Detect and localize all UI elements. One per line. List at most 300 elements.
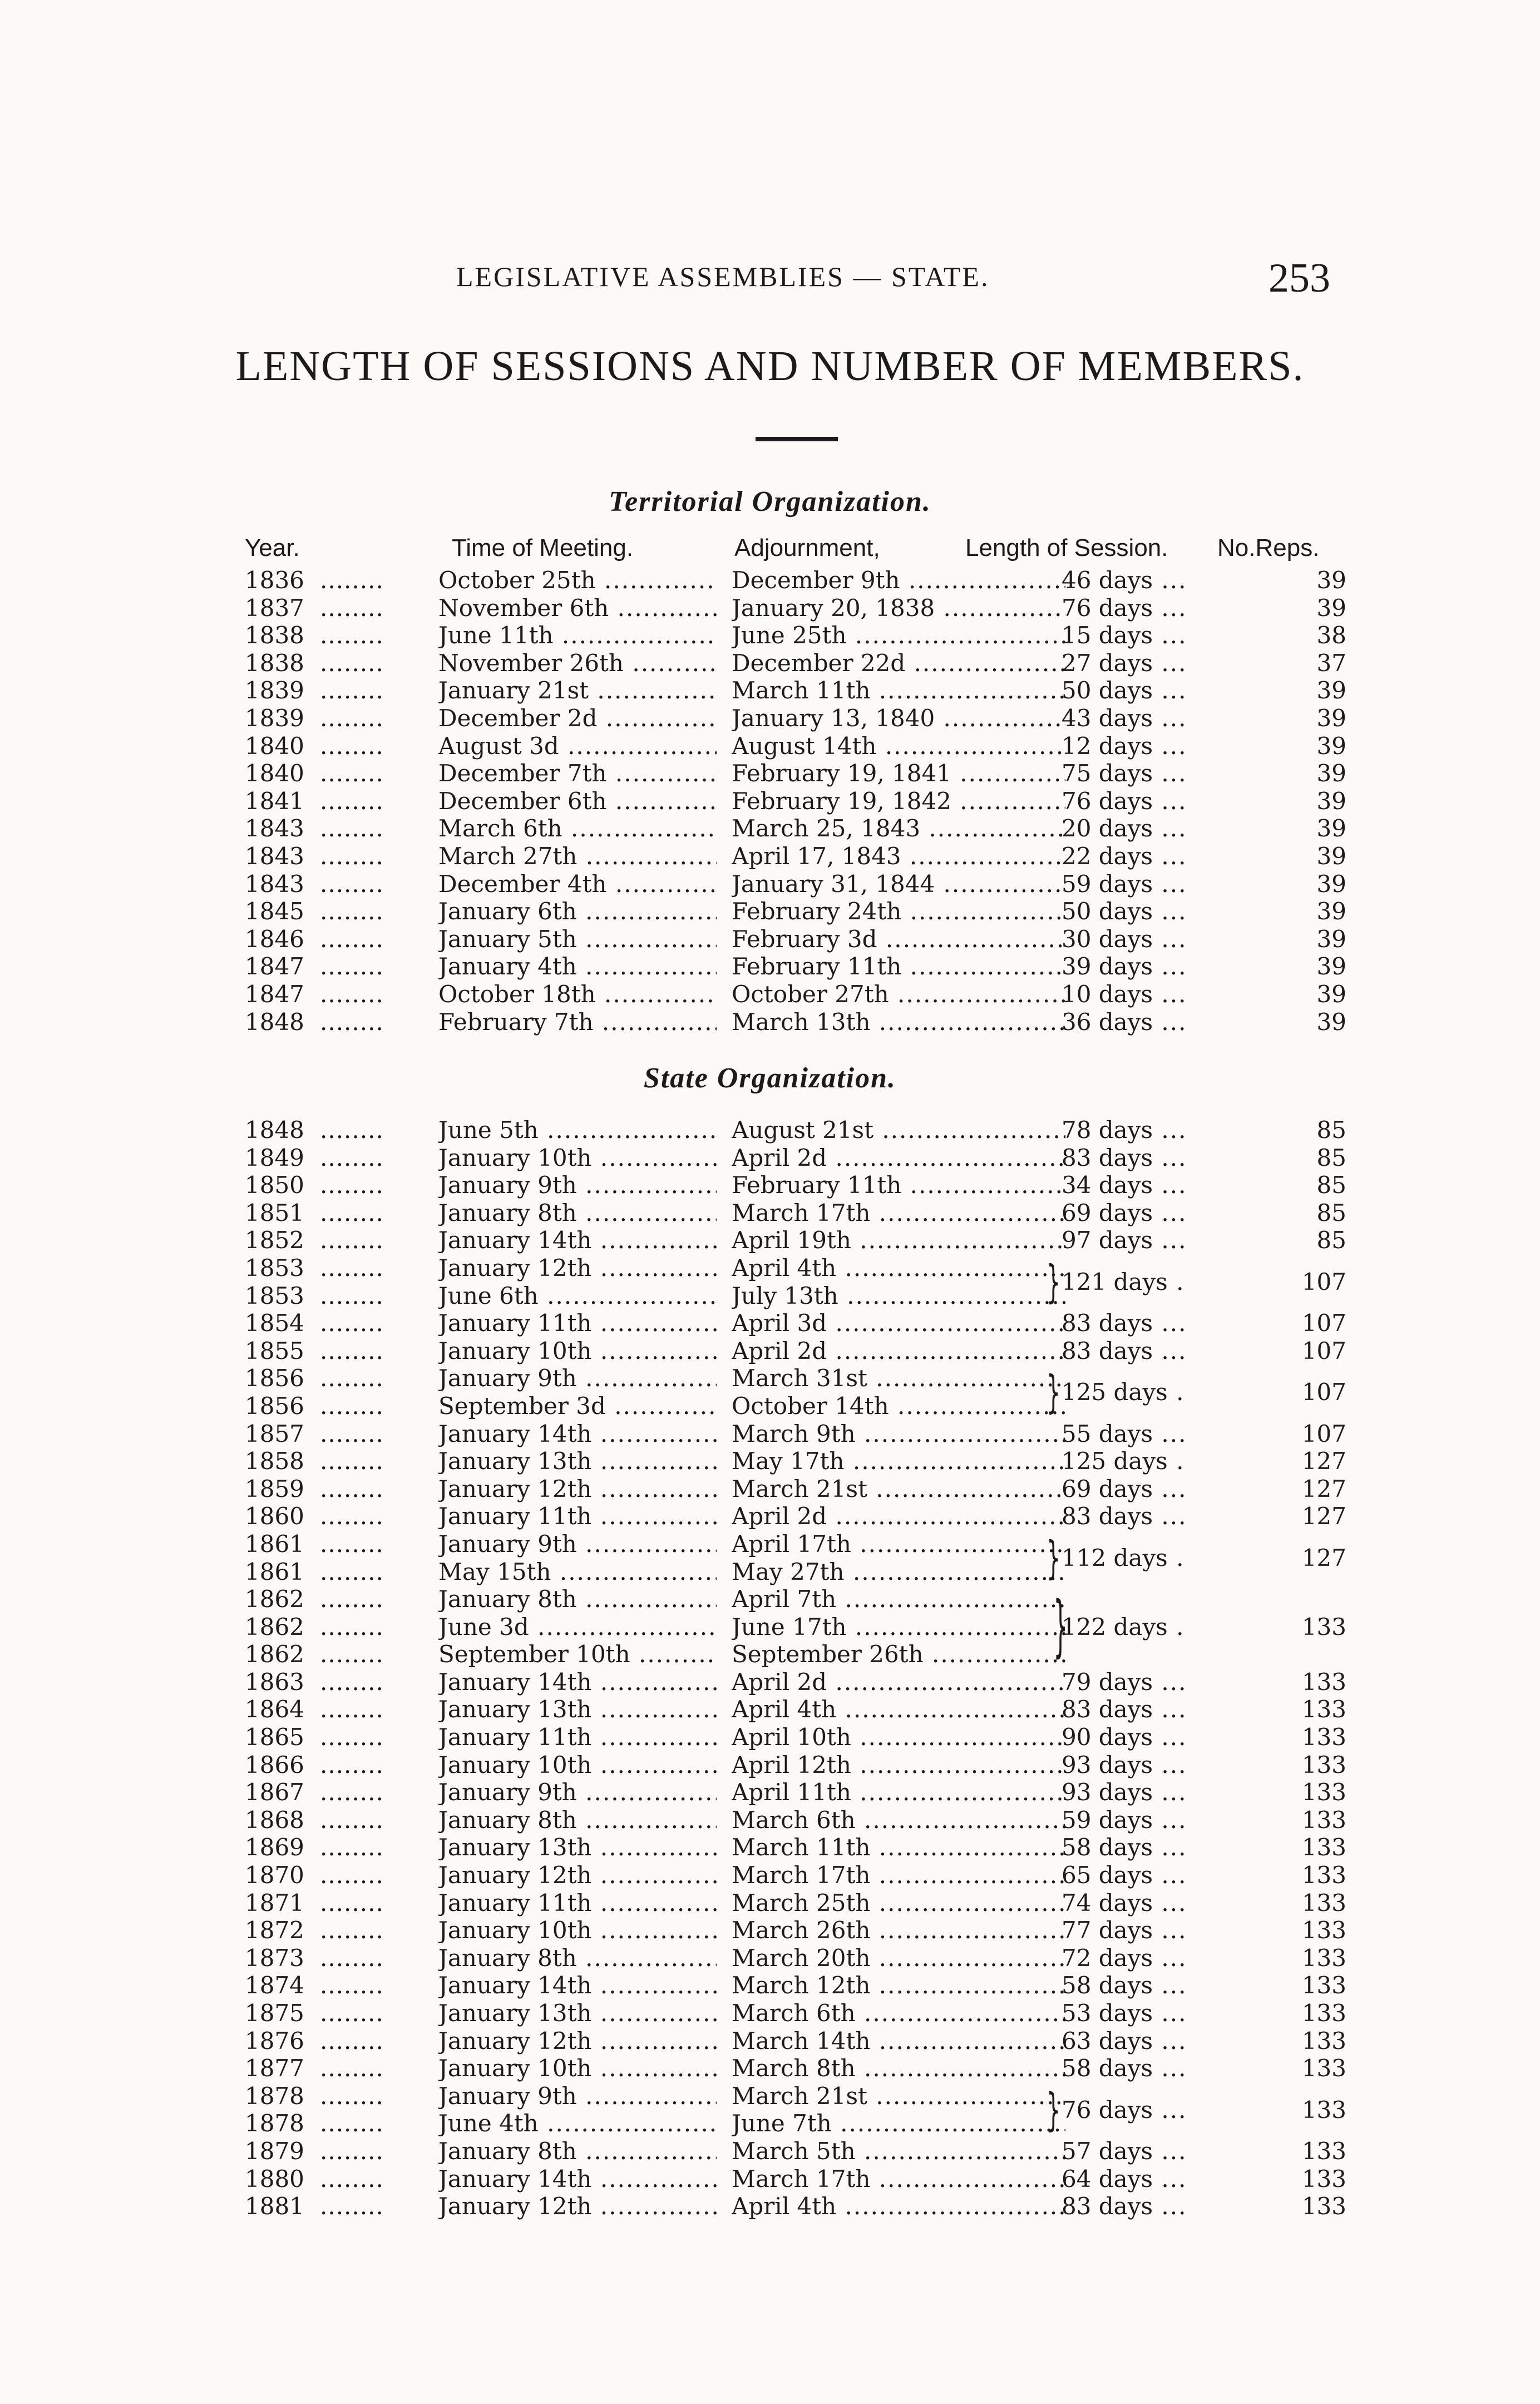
- meeting-cell: January 9th .....: [438, 1530, 717, 1558]
- table-row: [0, 732, 1540, 760]
- page-header: [0, 255, 1540, 305]
- reps-cell: 39: [1316, 953, 1346, 981]
- meeting-cell: January 9th .....: [438, 2082, 717, 2110]
- reps-cell: 39: [1316, 594, 1346, 622]
- leader-dots: ........: [320, 704, 384, 732]
- adjournment-cell: April 19th .....: [732, 1226, 1065, 1254]
- leader-dots: ........: [320, 1668, 384, 1696]
- leader-dots: ........: [320, 980, 384, 1008]
- meeting-cell: January 13th .....: [438, 1447, 717, 1475]
- length-cell: 76 days .....: [1062, 787, 1185, 815]
- year-cell: 1861: [245, 1558, 304, 1585]
- meeting-cell: February 7th .....: [438, 1008, 717, 1036]
- length-cell: 63 days .....: [1062, 2027, 1185, 2055]
- length-cell: 46 days .....: [1062, 566, 1185, 594]
- length-cell: 72 days .....: [1062, 1944, 1185, 1972]
- leader-dots: ........: [320, 1392, 384, 1420]
- length-cell: 65 days .....: [1062, 1861, 1185, 1889]
- adjournment-cell: December 9th .....: [732, 566, 1065, 594]
- adjournment-cell: April 7th .....: [732, 1585, 1065, 1613]
- meeting-cell: January 11th .....: [438, 1309, 717, 1337]
- length-cell: 83 days .....: [1062, 1502, 1185, 1530]
- leader-dots: ........: [320, 1254, 384, 1282]
- length-cell: 58 days .....: [1062, 1834, 1185, 1861]
- reps-cell: 107: [1301, 1268, 1346, 1295]
- table-row: [0, 1999, 1540, 2027]
- length-cell: 39 days .....: [1062, 953, 1185, 981]
- year-cell: 1840: [245, 760, 304, 787]
- adjournment-cell: January 31, 1844 .....: [732, 870, 1065, 898]
- year-cell: 1872: [245, 1917, 304, 1944]
- reps-cell: 39: [1316, 760, 1346, 787]
- reps-cell: 39: [1316, 704, 1346, 732]
- length-cell: 20 days .....: [1062, 815, 1185, 843]
- year-cell: 1863: [245, 1668, 304, 1696]
- table-row: [0, 1447, 1540, 1475]
- year-cell: 1875: [245, 1999, 304, 2027]
- year-cell: 1843: [245, 842, 304, 870]
- table-row: [0, 2055, 1540, 2082]
- year-cell: 1874: [245, 1972, 304, 1999]
- reps-cell: 133: [1301, 1668, 1346, 1696]
- table-row: [0, 1337, 1540, 1365]
- length-cell: 43 days .....: [1062, 705, 1185, 732]
- leader-dots: ........: [320, 1475, 384, 1502]
- state-table: [0, 1116, 1540, 2220]
- year-cell: 1861: [245, 1530, 304, 1558]
- reps-cell: 133: [1301, 1723, 1346, 1751]
- length-cell: 112 days .....: [1062, 1544, 1185, 1572]
- reps-cell: 133: [1301, 1806, 1346, 1834]
- length-cell: 93 days .....: [1062, 1779, 1185, 1806]
- table-row: [0, 1806, 1540, 1834]
- leader-dots: ........: [320, 1364, 384, 1392]
- length-cell: 57 days .....: [1062, 2137, 1185, 2165]
- length-cell: 36 days .....: [1062, 1008, 1185, 1036]
- length-cell: 59 days .....: [1062, 870, 1185, 898]
- leader-dots: ........: [320, 1972, 384, 1999]
- length-cell: 125 days .....: [1062, 1378, 1185, 1406]
- leader-dots: ........: [320, 953, 384, 981]
- meeting-cell: January 14th .....: [438, 1668, 717, 1696]
- adjournment-cell: August 14th .....: [732, 732, 1065, 760]
- table-row: [0, 760, 1540, 787]
- reps-cell: 39: [1316, 787, 1346, 815]
- adjournment-cell: August 21st .....: [732, 1116, 1065, 1144]
- leader-dots: ........: [320, 842, 384, 870]
- meeting-cell: January 8th .....: [438, 1806, 717, 1834]
- leader-dots: ........: [320, 1337, 384, 1364]
- table-row: [0, 1972, 1540, 1999]
- brace-mark: }: [1053, 1588, 1068, 1666]
- year-cell: 1847: [245, 953, 304, 981]
- adjournment-cell: January 20, 1838 .....: [732, 594, 1065, 622]
- year-cell: 1859: [245, 1475, 304, 1502]
- meeting-cell: June 3d .....: [438, 1613, 717, 1641]
- table-row: [0, 843, 1540, 870]
- table-row: [0, 1944, 1540, 1972]
- adjournment-cell: March 14th .....: [732, 2027, 1065, 2055]
- year-cell: 1878: [245, 2110, 304, 2137]
- adjournment-cell: April 2d .....: [732, 1337, 1065, 1365]
- length-cell: 58 days .....: [1062, 1972, 1185, 1999]
- length-cell: 69 days .....: [1062, 1199, 1185, 1227]
- reps-cell: 107: [1301, 1337, 1346, 1364]
- adjournment-cell: March 21st .....: [732, 1475, 1065, 1503]
- meeting-cell: June 5th .....: [438, 1116, 717, 1144]
- length-cell: 30 days .....: [1062, 925, 1185, 953]
- meeting-cell: January 12th .....: [438, 2027, 717, 2055]
- leader-dots: ........: [320, 1585, 384, 1613]
- leader-dots: ........: [320, 787, 384, 815]
- leader-dots: ........: [320, 2027, 384, 2055]
- year-cell: 1878: [245, 2082, 304, 2110]
- reps-cell: 38: [1316, 622, 1346, 649]
- col-header-year: Year.: [245, 534, 300, 561]
- leader-dots: ........: [320, 1447, 384, 1475]
- meeting-cell: January 8th .....: [438, 1944, 717, 1972]
- meeting-cell: December 2d .....: [438, 705, 717, 732]
- length-cell: 69 days .....: [1062, 1475, 1185, 1503]
- adjournment-cell: March 5th .....: [732, 2137, 1065, 2165]
- adjournment-cell: April 4th .....: [732, 1254, 1065, 1282]
- year-cell: 1870: [245, 1861, 304, 1889]
- year-cell: 1849: [245, 1144, 304, 1171]
- table-row: [0, 898, 1540, 925]
- year-cell: 1847: [245, 980, 304, 1008]
- meeting-cell: January 12th .....: [438, 1861, 717, 1889]
- meeting-cell: January 14th .....: [438, 1972, 717, 1999]
- reps-cell: 133: [1301, 1999, 1346, 2027]
- reps-cell: 107: [1301, 1309, 1346, 1337]
- leader-dots: ........: [320, 815, 384, 843]
- reps-cell: 127: [1301, 1544, 1346, 1572]
- length-cell: 97 days .....: [1062, 1226, 1185, 1254]
- adjournment-cell: March 17th .....: [732, 1199, 1065, 1227]
- table-row: [0, 1723, 1540, 1751]
- meeting-cell: January 13th .....: [438, 1696, 717, 1723]
- year-cell: 1839: [245, 704, 304, 732]
- col-header-adjournment: Adjournment,: [734, 534, 880, 561]
- leader-dots: ........: [320, 2110, 384, 2137]
- length-cell: 64 days .....: [1062, 2165, 1185, 2193]
- adjournment-cell: April 2d .....: [732, 1668, 1065, 1696]
- length-cell: 125 days .....: [1062, 1447, 1185, 1475]
- table-row: [0, 2110, 1540, 2137]
- year-cell: 1843: [245, 870, 304, 898]
- meeting-cell: January 4th .....: [438, 953, 717, 981]
- meeting-cell: January 8th .....: [438, 1585, 717, 1613]
- leader-dots: ........: [320, 649, 384, 677]
- leader-dots: ........: [320, 1199, 384, 1226]
- adjournment-cell: March 20th .....: [732, 1944, 1065, 1972]
- leader-dots: ........: [320, 1530, 384, 1558]
- brace-mark: }: [1046, 2084, 1061, 2136]
- leader-dots: ........: [320, 1309, 384, 1337]
- adjournment-cell: March 11th .....: [732, 677, 1065, 705]
- reps-cell: 39: [1316, 815, 1346, 843]
- year-cell: 1879: [245, 2137, 304, 2165]
- year-cell: 1857: [245, 1420, 304, 1447]
- table-row: [0, 2027, 1540, 2055]
- reps-cell: 133: [1301, 2137, 1346, 2165]
- reps-cell: 85: [1316, 1226, 1346, 1254]
- reps-cell: 133: [1301, 1889, 1346, 1917]
- leader-dots: ........: [320, 1226, 384, 1254]
- leader-dots: ........: [320, 1558, 384, 1585]
- reps-cell: 39: [1316, 1008, 1346, 1036]
- adjournment-cell: February 19, 1841 .....: [732, 760, 1065, 787]
- meeting-cell: October 18th .....: [438, 981, 717, 1008]
- adjournment-cell: April 2d .....: [732, 1144, 1065, 1172]
- reps-cell: 85: [1316, 1116, 1346, 1144]
- meeting-cell: January 10th .....: [438, 1917, 717, 1944]
- adjournment-cell: May 27th .....: [732, 1558, 1065, 1586]
- length-cell: 121 days .....: [1062, 1268, 1185, 1296]
- brace-mark: }: [1046, 1256, 1061, 1308]
- adjournment-cell: March 6th .....: [732, 1806, 1065, 1834]
- leader-dots: ........: [320, 2055, 384, 2082]
- leader-dots: ........: [320, 622, 384, 649]
- table-row: [0, 981, 1540, 1008]
- meeting-cell: October 25th .....: [438, 566, 717, 594]
- adjournment-cell: March 26th .....: [732, 1917, 1065, 1944]
- table-row: [0, 1917, 1540, 1944]
- page-number: 253: [1268, 255, 1330, 301]
- leader-dots: ........: [320, 1751, 384, 1779]
- table-row: [0, 1254, 1540, 1295]
- year-cell: 1867: [245, 1779, 304, 1806]
- reps-cell: 37: [1316, 649, 1346, 677]
- table-row: [0, 1834, 1540, 1861]
- reps-cell: 133: [1301, 1613, 1346, 1641]
- length-cell: 83 days .....: [1062, 2193, 1185, 2220]
- year-cell: 1864: [245, 1696, 304, 1723]
- reps-cell: 85: [1316, 1199, 1346, 1226]
- column-headers: [0, 534, 1540, 565]
- col-header-length: Length of Session.: [965, 534, 1168, 561]
- state-heading: State Organization.: [643, 1062, 897, 1094]
- table-row: [0, 925, 1540, 953]
- reps-cell: 133: [1301, 1917, 1346, 1944]
- length-cell: 58 days .....: [1062, 2055, 1185, 2082]
- length-cell: 55 days .....: [1062, 1420, 1185, 1448]
- length-cell: 83 days .....: [1062, 1696, 1185, 1723]
- adjournment-cell: March 13th .....: [732, 1008, 1065, 1036]
- reps-cell: 127: [1301, 1447, 1346, 1475]
- adjournment-cell: December 22d .....: [732, 649, 1065, 677]
- adjournment-cell: March 6th .....: [732, 1999, 1065, 2027]
- adjournment-cell: April 10th .....: [732, 1723, 1065, 1751]
- adjournment-cell: April 11th .....: [732, 1779, 1065, 1806]
- leader-dots: ........: [320, 1613, 384, 1641]
- meeting-cell: March 27th .....: [438, 843, 717, 870]
- reps-cell: 127: [1301, 1502, 1346, 1530]
- length-cell: 59 days .....: [1062, 1806, 1185, 1834]
- year-cell: 1846: [245, 925, 304, 953]
- length-cell: 83 days .....: [1062, 1309, 1185, 1337]
- reps-cell: 133: [1301, 1751, 1346, 1779]
- adjournment-cell: February 19, 1842 .....: [732, 787, 1065, 815]
- year-cell: 1845: [245, 898, 304, 925]
- meeting-cell: November 6th .....: [438, 594, 717, 622]
- length-cell: 77 days .....: [1062, 1917, 1185, 1944]
- col-header-meeting: Time of Meeting.: [452, 534, 634, 561]
- adjournment-cell: March 9th .....: [732, 1420, 1065, 1448]
- meeting-cell: March 6th .....: [438, 815, 717, 843]
- meeting-cell: January 13th .....: [438, 1834, 717, 1861]
- adjournment-cell: April 3d .....: [732, 1309, 1065, 1337]
- leader-dots: ........: [320, 870, 384, 898]
- leader-dots: ........: [320, 1641, 384, 1668]
- leader-dots: ........: [320, 1008, 384, 1036]
- meeting-cell: January 21st .....: [438, 677, 717, 705]
- table-row: [0, 1861, 1540, 1889]
- reps-cell: 133: [1301, 1779, 1346, 1806]
- year-cell: 1869: [245, 1834, 304, 1861]
- year-cell: 1848: [245, 1116, 304, 1144]
- meeting-cell: August 3d .....: [438, 732, 717, 760]
- table-row: [0, 566, 1540, 594]
- year-cell: 1856: [245, 1364, 304, 1392]
- meeting-cell: December 7th .....: [438, 760, 717, 787]
- meeting-cell: January 5th .....: [438, 925, 717, 953]
- meeting-cell: September 3d .....: [438, 1392, 717, 1420]
- meeting-cell: January 10th .....: [438, 1337, 717, 1365]
- reps-cell: 85: [1316, 1144, 1346, 1171]
- leader-dots: ........: [320, 1889, 384, 1917]
- leader-dots: ........: [320, 677, 384, 705]
- col-header-reps: No.Reps.: [1217, 534, 1320, 561]
- meeting-cell: January 11th .....: [438, 1723, 717, 1751]
- meeting-cell: January 9th .....: [438, 1779, 717, 1806]
- adjournment-cell: March 11th .....: [732, 1834, 1065, 1861]
- length-cell: 15 days .....: [1062, 622, 1185, 649]
- running-head: LEGISLATIVE ASSEMBLIES — STATE.: [456, 261, 990, 292]
- table-row: [0, 953, 1540, 981]
- table-row: [0, 622, 1540, 649]
- meeting-cell: September 10th .....: [438, 1641, 717, 1668]
- year-cell: 1858: [245, 1447, 304, 1475]
- year-cell: 1871: [245, 1889, 304, 1917]
- meeting-cell: January 12th .....: [438, 1475, 717, 1503]
- meeting-cell: January 14th .....: [438, 1420, 717, 1448]
- meeting-cell: May 15th .....: [438, 1558, 717, 1586]
- reps-cell: 107: [1301, 1420, 1346, 1447]
- leader-dots: ........: [320, 1779, 384, 1806]
- year-cell: 1881: [245, 2193, 304, 2220]
- year-cell: 1866: [245, 1751, 304, 1779]
- length-cell: 34 days .....: [1062, 1171, 1185, 1199]
- year-cell: 1850: [245, 1171, 304, 1199]
- leader-dots: ........: [320, 2165, 384, 2193]
- table-row: [0, 1226, 1540, 1254]
- length-cell: 10 days .....: [1062, 981, 1185, 1008]
- meeting-cell: January 12th .....: [438, 2193, 717, 2220]
- length-cell: 12 days .....: [1062, 732, 1185, 760]
- adjournment-cell: February 24th .....: [732, 898, 1065, 925]
- year-cell: 1865: [245, 1723, 304, 1751]
- adjournment-cell: June 7th .....: [732, 2110, 1065, 2137]
- reps-cell: 39: [1316, 870, 1346, 898]
- meeting-cell: January 11th .....: [438, 1502, 717, 1530]
- table-row: [0, 1696, 1540, 1723]
- table-row: [0, 705, 1540, 732]
- adjournment-cell: June 17th .....: [732, 1613, 1065, 1641]
- reps-cell: 39: [1316, 842, 1346, 870]
- adjournment-cell: March 8th .....: [732, 2055, 1065, 2082]
- table-row: [0, 787, 1540, 815]
- year-cell: 1851: [245, 1199, 304, 1226]
- length-cell: 78 days .....: [1062, 1116, 1185, 1144]
- reps-cell: 39: [1316, 566, 1346, 594]
- length-cell: 50 days .....: [1062, 677, 1185, 705]
- adjournment-cell: September 26th .....: [732, 1641, 1065, 1668]
- leader-dots: ........: [320, 1502, 384, 1530]
- title-rule: [756, 437, 838, 441]
- table-row: [0, 1171, 1540, 1199]
- meeting-cell: June 6th .....: [438, 1282, 717, 1310]
- reps-cell: 133: [1301, 1972, 1346, 1999]
- reps-cell: 127: [1301, 1475, 1346, 1502]
- meeting-cell: January 8th .....: [438, 2137, 717, 2165]
- meeting-cell: December 4th .....: [438, 870, 717, 898]
- adjournment-cell: February 11th .....: [732, 1171, 1065, 1199]
- length-cell: 22 days .....: [1062, 843, 1185, 870]
- leader-dots: ........: [320, 2193, 384, 2220]
- length-cell: 76 days .....: [1062, 2096, 1185, 2124]
- length-cell: 83 days .....: [1062, 1337, 1185, 1365]
- adjournment-cell: March 12th .....: [732, 1972, 1065, 1999]
- length-cell: 79 days .....: [1062, 1668, 1185, 1696]
- leader-dots: ........: [320, 1861, 384, 1889]
- leader-dots: ........: [320, 2137, 384, 2165]
- table-row: [0, 1392, 1540, 1420]
- reps-cell: 85: [1316, 1171, 1346, 1199]
- table-row: [0, 1641, 1540, 1668]
- year-cell: 1873: [245, 1944, 304, 1972]
- adjournment-cell: June 25th .....: [732, 622, 1065, 649]
- adjournment-cell: March 31st .....: [732, 1364, 1065, 1392]
- reps-cell: 133: [1301, 1834, 1346, 1861]
- year-cell: 1838: [245, 649, 304, 677]
- table-row: [0, 1889, 1540, 1917]
- adjournment-cell: February 11th .....: [732, 953, 1065, 981]
- reps-cell: 133: [1301, 2193, 1346, 2220]
- reps-cell: 39: [1316, 980, 1346, 1008]
- year-cell: 1862: [245, 1641, 304, 1668]
- length-cell: 27 days .....: [1062, 649, 1185, 677]
- meeting-cell: January 12th .....: [438, 1254, 717, 1282]
- page-title: LENGTH OF SESSIONS AND NUMBER OF MEMBERS.: [235, 343, 1305, 390]
- year-cell: 1877: [245, 2055, 304, 2082]
- year-cell: 1848: [245, 1008, 304, 1036]
- leader-dots: ........: [320, 1144, 384, 1171]
- length-cell: 74 days .....: [1062, 1889, 1185, 1917]
- leader-dots: ........: [320, 1999, 384, 2027]
- adjournment-cell: March 17th .....: [732, 2165, 1065, 2193]
- year-cell: 1853: [245, 1282, 304, 1309]
- adjournment-cell: March 21st .....: [732, 2082, 1065, 2110]
- reps-cell: 133: [1301, 1944, 1346, 1972]
- meeting-cell: June 4th .....: [438, 2110, 717, 2137]
- year-cell: 1856: [245, 1392, 304, 1420]
- leader-dots: ........: [320, 1171, 384, 1199]
- year-cell: 1839: [245, 677, 304, 705]
- table-row: [0, 677, 1540, 705]
- year-cell: 1862: [245, 1613, 304, 1641]
- table-row: [0, 1420, 1540, 1448]
